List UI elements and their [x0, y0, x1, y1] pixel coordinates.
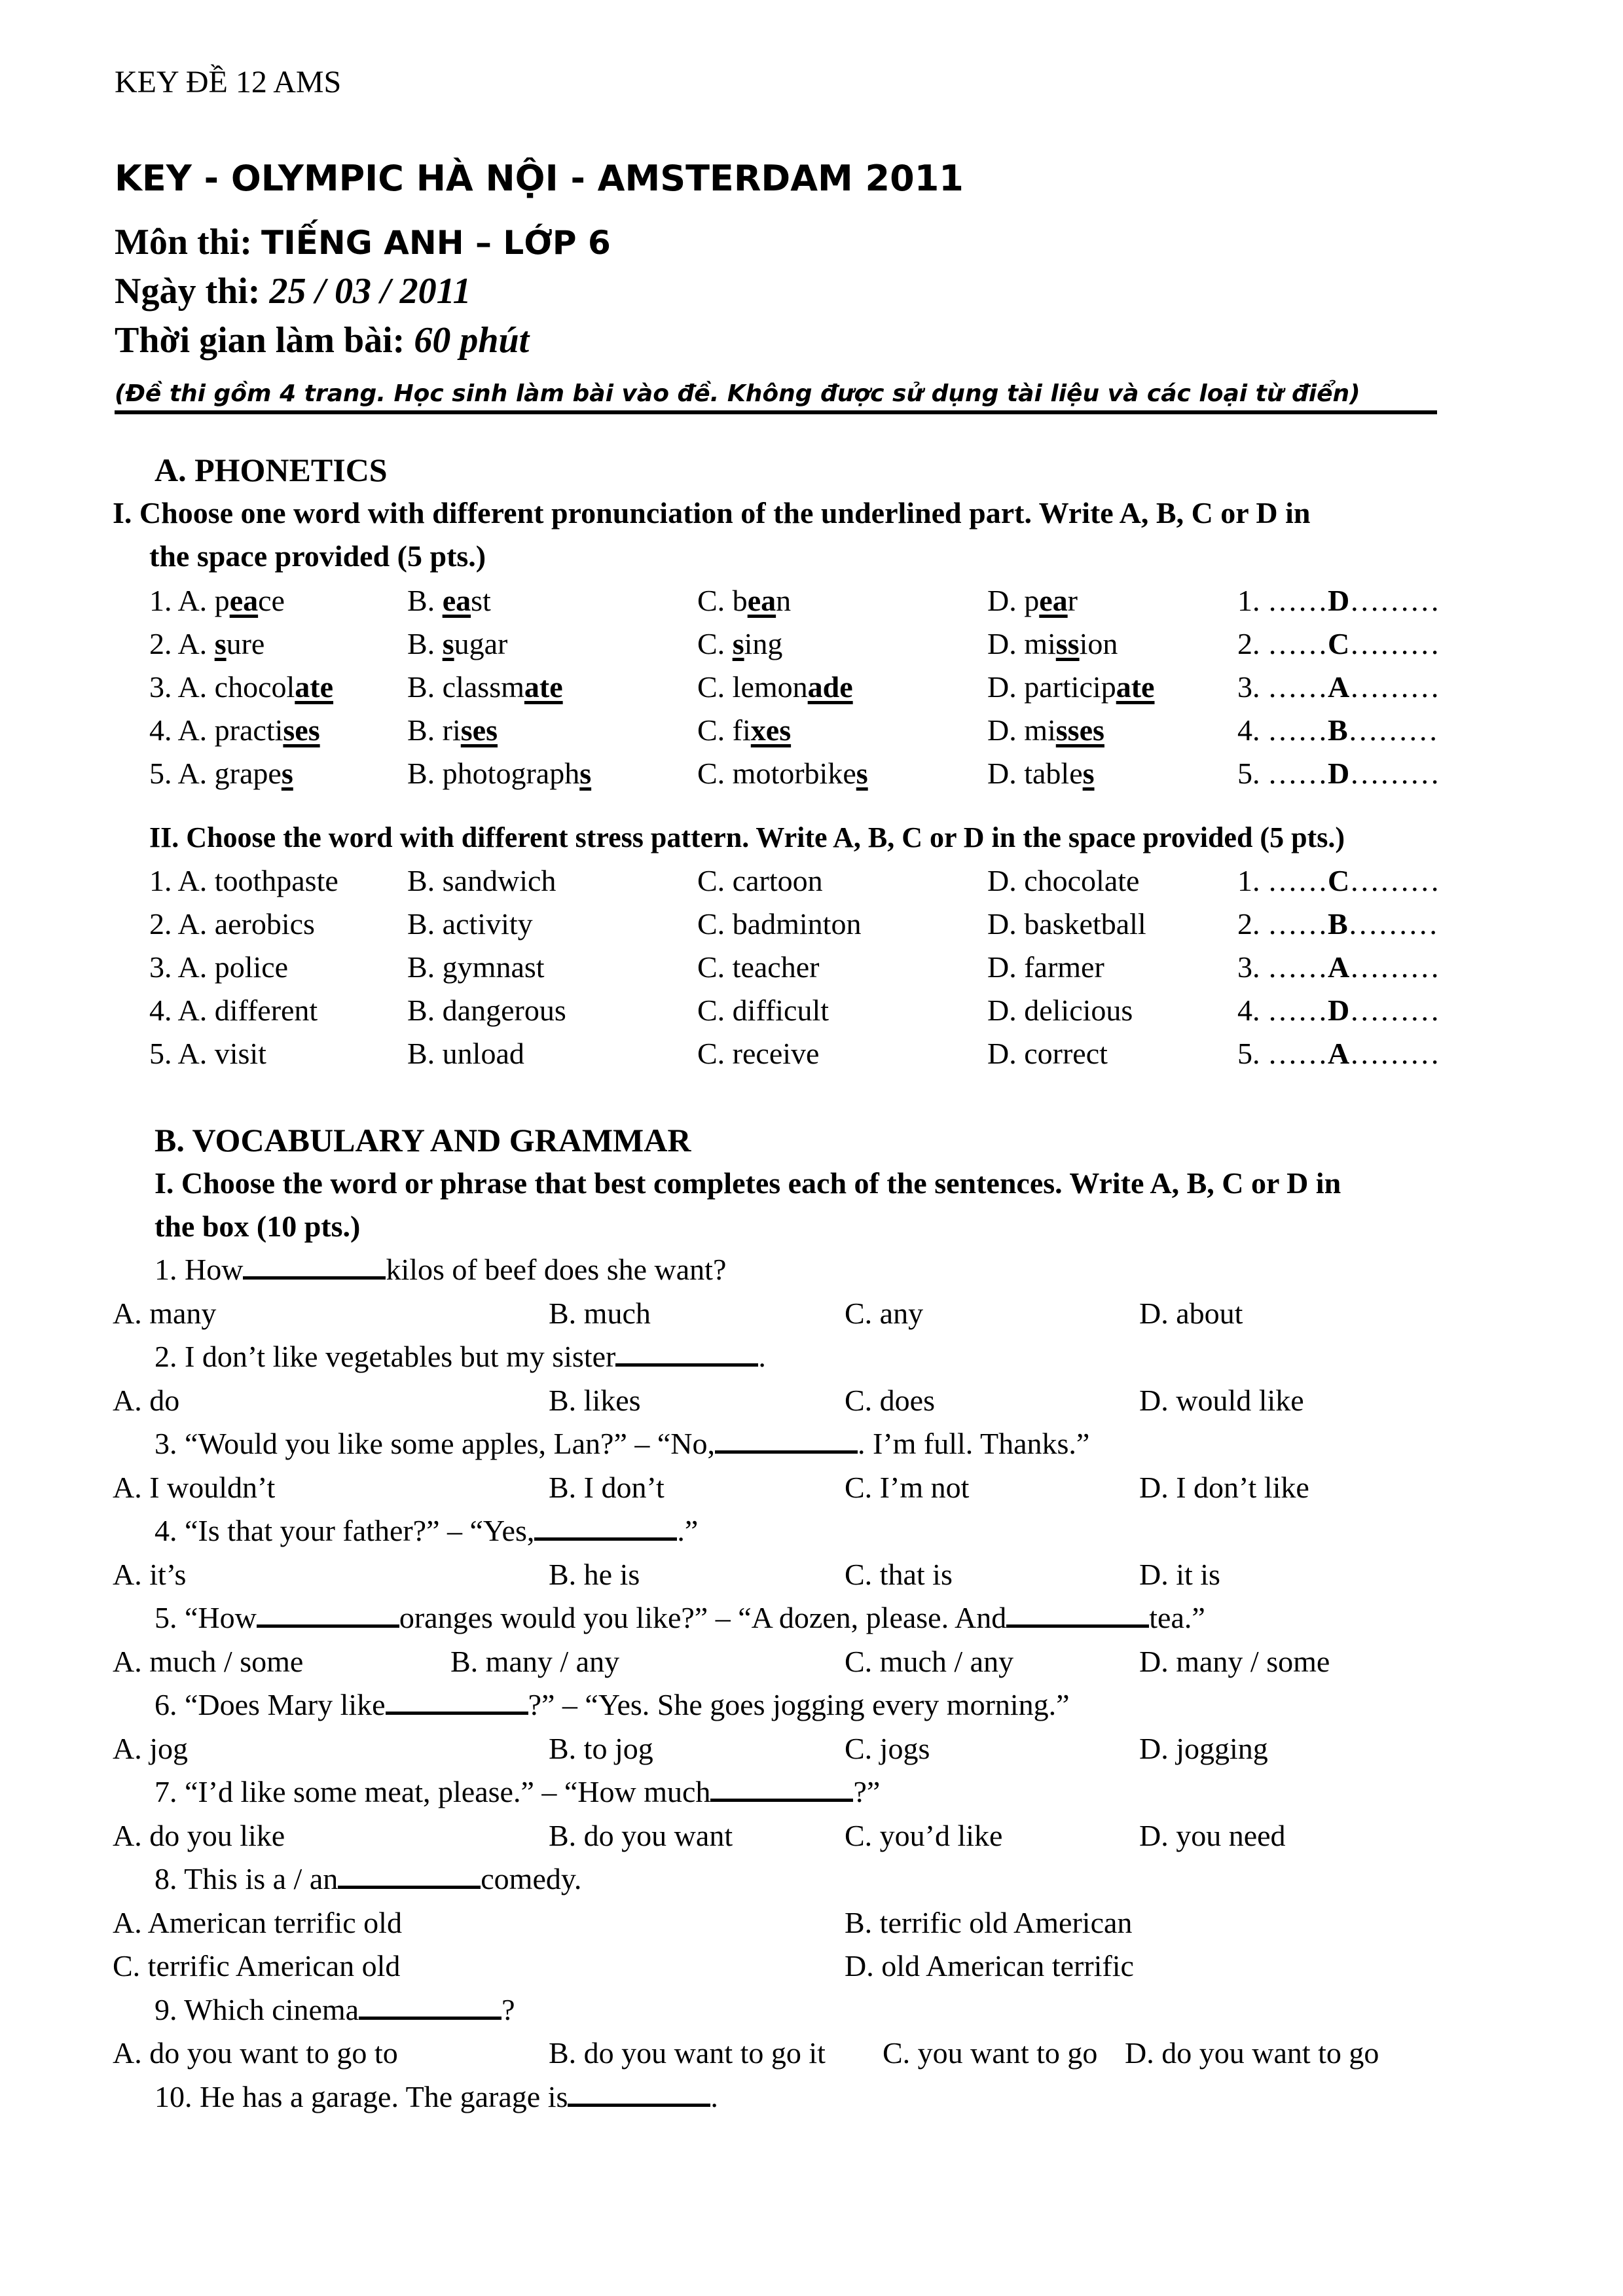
option-text: D. mi	[987, 713, 1056, 747]
exam-date-line	[115, 268, 471, 314]
option-b	[407, 905, 533, 944]
question-stem	[155, 1990, 515, 2030]
option-a	[149, 711, 320, 750]
option-a[interactable]: A. many	[113, 1297, 217, 1330]
option-c	[697, 948, 819, 987]
option-a[interactable]: A. do you want to go to	[113, 2036, 398, 2070]
underlined-part: xes	[750, 713, 792, 747]
answer-prefix: 2. ……	[1237, 627, 1328, 660]
answer-blank[interactable]	[568, 2077, 710, 2107]
question-stem	[155, 1337, 766, 1376]
stem-text: .	[758, 1340, 766, 1373]
stem-text: 4. “Is that your father?” – “Yes,	[155, 1514, 535, 1547]
question-number: 1.	[149, 864, 172, 897]
option-a	[149, 754, 293, 793]
option-text: C. cartoon	[697, 864, 823, 897]
answer-blank[interactable]	[710, 1772, 853, 1802]
option-b[interactable]: B. do you want to go it	[549, 2036, 826, 2070]
option-text: D. p	[987, 584, 1040, 617]
option-c	[697, 624, 782, 664]
option-a	[149, 1034, 266, 1073]
answer-slot	[1237, 581, 1440, 620]
option-a[interactable]: A. do you like	[113, 1819, 285, 1852]
option-c[interactable]: C. jogs	[845, 1732, 930, 1765]
option-c	[697, 581, 791, 620]
section-a-part1-instruction: I. Choose one word with different pronunciation of the underlined part. Write A, B, C or D in	[113, 496, 1311, 529]
option-text: 2. A.	[149, 627, 215, 660]
stem-text: . I’m full. Thanks.”	[858, 1427, 1090, 1460]
option-b	[407, 754, 591, 793]
underlined-part: ses	[460, 713, 498, 747]
option-c	[697, 905, 861, 944]
answer-prefix: 4. ……	[1237, 713, 1328, 747]
section-b-part1-instruction-cont: the box (10 pts.)	[155, 1210, 361, 1243]
question-number: 2.	[149, 907, 172, 941]
answer-blank[interactable]	[534, 1511, 677, 1541]
underlined-part: ade	[807, 670, 853, 704]
answer-slot	[1237, 711, 1438, 750]
option-text: D. chocolate	[987, 864, 1140, 897]
option-text: D. particip	[987, 670, 1116, 704]
option-b[interactable]: B. much	[549, 1297, 651, 1330]
option-c[interactable]: C. terrific American old	[113, 1949, 401, 1982]
answer-letter: C	[1328, 864, 1350, 897]
underlined-part: ses	[283, 713, 320, 747]
option-text: D. table	[987, 757, 1083, 790]
answer-suffix: ………	[1347, 907, 1438, 941]
underlined-part: s	[214, 627, 227, 660]
option-text: C. teacher	[697, 950, 820, 984]
option-text: D. mi	[987, 627, 1056, 660]
option-text: 3. A. chocol	[149, 670, 295, 704]
answer-blank[interactable]	[359, 1990, 501, 2020]
option-d[interactable]: D. would like	[1139, 1384, 1304, 1417]
option-text: C. badminton	[697, 907, 862, 941]
stem-text: 7. “I’d like some meat, please.” – “How much	[155, 1775, 711, 1808]
answer-letter: A	[1328, 950, 1350, 984]
answer-slot	[1237, 991, 1440, 1030]
option-c[interactable]: C. I’m not	[845, 1471, 970, 1504]
option-b[interactable]: B. terrific old American	[845, 1906, 1133, 1939]
option-b[interactable]: B. he is	[549, 1558, 640, 1591]
option-c[interactable]: C. that is	[845, 1558, 953, 1591]
answer-slot	[1237, 905, 1438, 944]
option-c	[697, 991, 829, 1030]
option-text: C. receive	[697, 1037, 820, 1070]
stem-text: 8. This is a / an	[155, 1862, 338, 1895]
option-text: A. police	[177, 950, 289, 984]
option-b[interactable]: B. I don’t	[549, 1471, 665, 1504]
option-text: B. dangerous	[407, 994, 566, 1027]
option-d	[987, 754, 1095, 793]
note-underline-rule	[115, 410, 1437, 414]
option-a	[149, 861, 338, 901]
option-d	[987, 711, 1104, 750]
stem-text: tea.”	[1149, 1601, 1205, 1634]
option-text: C. lemon	[697, 670, 808, 704]
stem-text: comedy.	[481, 1862, 582, 1895]
option-c	[697, 1034, 819, 1073]
answer-slot	[1237, 754, 1440, 793]
option-text: B.	[407, 627, 443, 660]
section-a-part1-instruction-cont: the space provided (5 pts.)	[149, 539, 486, 573]
option-text-tail: r	[1067, 584, 1078, 617]
option-text: D. farmer	[987, 950, 1104, 984]
option-d[interactable]: D. I don’t like	[1139, 1471, 1309, 1504]
option-b	[407, 861, 556, 901]
answer-prefix: 1. ……	[1237, 584, 1328, 617]
option-a	[149, 581, 285, 620]
option-text: A. visit	[177, 1037, 266, 1070]
answer-letter: B	[1328, 713, 1348, 747]
section-b-part1-instruction: I. Choose the word or phrase that best completes each of the sentences. Write A, B, C or D in	[155, 1166, 1341, 1200]
question-stem	[155, 1424, 1089, 1463]
option-text: 1. A. p	[149, 584, 230, 617]
option-c	[697, 754, 868, 793]
option-d	[987, 948, 1104, 987]
option-text: C. motorbike	[697, 757, 856, 790]
date-value: 25 / 03 / 2011	[269, 271, 471, 312]
question-stem	[155, 2077, 718, 2117]
option-d	[987, 668, 1154, 707]
section-a-part2-instruction: II. Choose the word with different stress pattern. Write A, B, C or D in the space provided (5 pts.)	[149, 821, 1345, 853]
subject-value: TIẾNG ANH – LỚP 6	[261, 224, 611, 262]
option-b[interactable]: B. many / any	[450, 1645, 620, 1678]
question-stem	[155, 1598, 1205, 1638]
option-c[interactable]: C. any	[845, 1297, 924, 1330]
option-text: B. gymnast	[407, 950, 545, 984]
option-text-tail: st	[471, 584, 491, 617]
underlined-part: s	[281, 757, 293, 790]
underlined-part: ea	[229, 584, 259, 617]
option-c[interactable]: C. does	[845, 1384, 935, 1417]
option-b[interactable]: B. do you want	[549, 1819, 733, 1852]
stem-text: 6. “Does Mary like	[155, 1688, 386, 1721]
answer-blank[interactable]	[615, 1337, 758, 1367]
option-b	[407, 668, 563, 707]
option-a	[149, 624, 264, 664]
option-d[interactable]: D. jogging	[1139, 1732, 1268, 1765]
option-a	[149, 905, 315, 944]
answer-blank[interactable]	[338, 1859, 481, 1889]
option-a[interactable]: A. American terrific old	[113, 1906, 402, 1939]
duration-label: Thời gian làm bài:	[115, 320, 414, 361]
duration-line	[115, 317, 529, 363]
main-title: KEY - OLYMPIC HÀ NỘI - AMSTERDAM 2011	[115, 158, 964, 199]
option-text: C. difficult	[697, 994, 830, 1027]
option-d[interactable]: D. you need	[1139, 1819, 1286, 1852]
option-c[interactable]: C. much / any	[845, 1645, 1014, 1678]
option-d	[987, 1034, 1108, 1073]
stem-text: 10. He has a garage. The garage is	[155, 2080, 568, 2113]
answer-blank[interactable]	[386, 1685, 528, 1715]
stem-text: 9. Which cinema	[155, 1993, 359, 2026]
question-stem	[155, 1685, 1070, 1725]
option-text: C. b	[697, 584, 748, 617]
answer-letter: D	[1328, 757, 1350, 790]
option-b	[407, 581, 491, 620]
option-text: A. toothpaste	[177, 864, 338, 897]
stem-text: 1. How	[155, 1253, 244, 1286]
answer-blank[interactable]	[1006, 1598, 1149, 1628]
answer-prefix: 1. ……	[1237, 864, 1328, 897]
stem-text: kilos of beef does she want?	[386, 1253, 727, 1286]
stem-text: .	[710, 2080, 718, 2113]
option-text: D. delicious	[987, 994, 1133, 1027]
underlined-part: s	[1082, 757, 1095, 790]
option-a	[149, 991, 318, 1030]
option-a[interactable]: A. do	[113, 1384, 180, 1417]
subject-label: Môn thi:	[115, 222, 261, 262]
underlined-part: sses	[1055, 713, 1104, 747]
answer-letter: D	[1328, 584, 1350, 617]
option-a	[149, 668, 333, 707]
option-text-tail: ce	[258, 584, 285, 617]
option-text: D. basketball	[987, 907, 1146, 941]
stem-text: 5. “How	[155, 1601, 257, 1634]
subject-line	[115, 219, 611, 266]
stem-text: ?” – “Yes. She goes jogging every morning.”	[528, 1688, 1070, 1721]
option-d	[987, 905, 1146, 944]
underlined-part: ea	[442, 584, 471, 617]
answer-suffix: ………	[1349, 757, 1440, 790]
option-b[interactable]: B. likes	[549, 1384, 641, 1417]
option-b	[407, 711, 498, 750]
question-stem	[155, 1250, 726, 1289]
option-d[interactable]: D. it is	[1139, 1558, 1220, 1591]
option-text: C.	[697, 627, 733, 660]
option-a[interactable]: A. I wouldn’t	[113, 1471, 276, 1504]
option-text: B. classm	[407, 670, 524, 704]
option-d[interactable]: D. about	[1139, 1297, 1243, 1330]
underlined-part: ss	[1055, 627, 1080, 660]
answer-letter: D	[1328, 994, 1350, 1027]
underlined-part: ate	[1116, 670, 1155, 704]
answer-blank[interactable]	[715, 1424, 858, 1454]
stem-text: ?”	[853, 1775, 881, 1808]
answer-letter: B	[1328, 907, 1348, 941]
answer-prefix: 2. ……	[1237, 907, 1328, 941]
option-text: A. aerobics	[177, 907, 315, 941]
option-text-tail: ure	[226, 627, 265, 660]
option-text: B. unload	[407, 1037, 524, 1070]
answer-suffix: ………	[1349, 994, 1440, 1027]
option-d	[987, 624, 1118, 664]
underlined-part: s	[856, 757, 868, 790]
option-c	[697, 668, 853, 707]
answer-blank[interactable]	[243, 1250, 386, 1280]
option-b	[407, 991, 566, 1030]
option-text-tail: ing	[744, 627, 783, 660]
answer-letter: A	[1328, 1037, 1350, 1070]
underlined-part: s	[579, 757, 592, 790]
answer-suffix: ………	[1349, 627, 1440, 660]
option-text: B. activity	[407, 907, 533, 941]
option-text: 4. A. practi	[149, 713, 283, 747]
answer-prefix: 3. ……	[1237, 670, 1328, 704]
question-number: 3.	[149, 950, 172, 984]
option-d[interactable]: D. old American terrific	[845, 1949, 1134, 1982]
option-d	[987, 581, 1078, 620]
answer-slot	[1237, 948, 1440, 987]
underlined-part: ate	[524, 670, 563, 704]
question-stem	[155, 1859, 581, 1899]
option-a[interactable]: A. it’s	[113, 1558, 187, 1591]
option-text: 5. A. grape	[149, 757, 282, 790]
option-a	[149, 948, 288, 987]
stem-text: 3. “Would you like some apples, Lan?” – “No,	[155, 1427, 716, 1460]
option-text: A. different	[177, 994, 318, 1027]
option-text: B. photograph	[407, 757, 580, 790]
underlined-part: ate	[295, 670, 334, 704]
option-text-tail: ugar	[454, 627, 508, 660]
answer-prefix: 4. ……	[1237, 994, 1328, 1027]
section-b-title: B. VOCABULARY AND GRAMMAR	[155, 1122, 691, 1158]
stem-text: .”	[677, 1514, 699, 1547]
duration-value: 60 phút	[414, 320, 530, 361]
answer-slot	[1237, 861, 1440, 901]
option-c[interactable]: C. you want to go	[883, 2036, 1098, 2070]
option-d[interactable]: D. do you want to go	[1125, 2036, 1379, 2070]
option-text: B. ri	[407, 713, 461, 747]
option-text: D. correct	[987, 1037, 1108, 1070]
answer-slot	[1237, 1034, 1440, 1073]
underlined-part: s	[732, 627, 744, 660]
underlined-part: ea	[747, 584, 776, 617]
date-label: Ngày thi:	[115, 271, 270, 312]
answer-slot	[1237, 668, 1440, 707]
answer-prefix: 5. ……	[1237, 1037, 1328, 1070]
answer-blank[interactable]	[257, 1598, 399, 1628]
option-text: B. sandwich	[407, 864, 556, 897]
option-text-tail: ion	[1079, 627, 1118, 660]
question-number: 5.	[149, 1037, 172, 1070]
answer-suffix: ………	[1349, 1037, 1440, 1070]
answer-suffix: ………	[1349, 864, 1440, 897]
option-d	[987, 861, 1139, 901]
section-a-title: A. PHONETICS	[155, 452, 388, 488]
answer-suffix: ………	[1349, 670, 1440, 704]
option-text: C. fi	[697, 713, 751, 747]
option-a[interactable]: A. jog	[113, 1732, 188, 1765]
stem-text: ?	[501, 1993, 515, 2026]
answer-letter: C	[1328, 627, 1350, 660]
option-c[interactable]: C. you’d like	[845, 1819, 1003, 1852]
option-d	[987, 991, 1133, 1030]
option-b	[407, 1034, 524, 1073]
option-text: B.	[407, 584, 443, 617]
option-a[interactable]: A. much / some	[113, 1645, 304, 1678]
underlined-part: s	[442, 627, 454, 660]
option-c	[697, 711, 791, 750]
underlined-part: ea	[1039, 584, 1068, 617]
option-b	[407, 624, 507, 664]
stem-text: oranges would you like?” – “A dozen, please. And	[399, 1601, 1007, 1634]
exam-note: (Đề thi gồm 4 trang. Học sinh làm bài vào đề. Không được sử dụng tài liệu và các loại từ điển)	[115, 380, 1360, 407]
question-number: 4.	[149, 994, 172, 1027]
answer-prefix: 3. ……	[1237, 950, 1328, 984]
answer-suffix: ………	[1349, 584, 1440, 617]
option-d[interactable]: D. many / some	[1139, 1645, 1330, 1678]
option-b[interactable]: B. to jog	[549, 1732, 653, 1765]
answer-suffix: ………	[1347, 713, 1438, 747]
question-stem	[155, 1772, 880, 1812]
answer-suffix: ………	[1349, 950, 1440, 984]
option-c	[697, 861, 823, 901]
document-key-code: KEY ĐỀ 12 AMS	[115, 65, 342, 99]
question-stem	[155, 1511, 698, 1551]
option-b	[407, 948, 545, 987]
answer-slot	[1237, 624, 1440, 664]
answer-letter: A	[1328, 670, 1350, 704]
answer-prefix: 5. ……	[1237, 757, 1328, 790]
option-text-tail: n	[776, 584, 792, 617]
stem-text: 2. I don’t like vegetables but my sister	[155, 1340, 616, 1373]
